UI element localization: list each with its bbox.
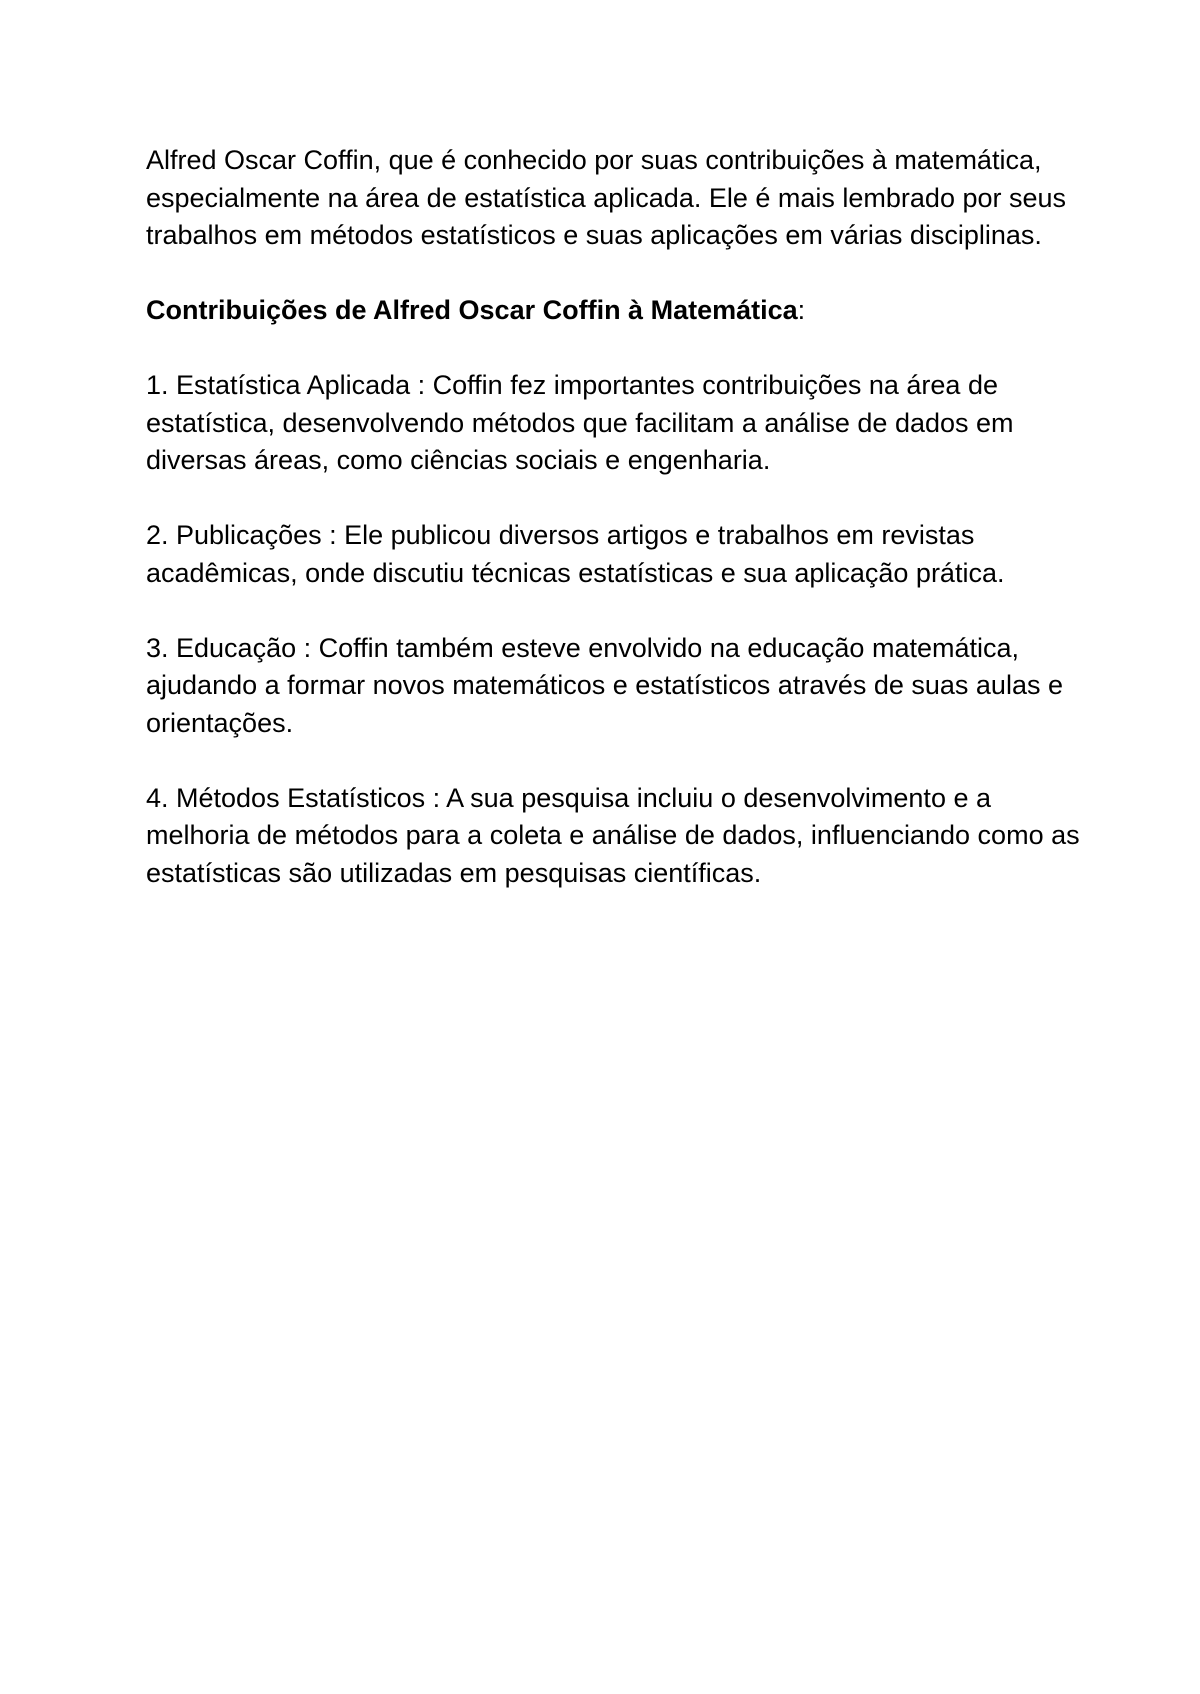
section-heading: [146, 292, 1086, 330]
list-item-3: [146, 630, 1086, 743]
list-item-text: 2. Publicações : Ele publicou diversos artigos e trabalhos em revistas acadêmicas, onde discutiu técnicas estatísticas e sua aplicação prática.: [146, 520, 1005, 588]
list-item-4: [146, 780, 1086, 893]
list-item-text: 1. Estatística Aplicada : Coffin fez importantes contribuições na área de estatística, desenvolvendo métodos que facilitam a análise de dados em diversas áreas, como ciências sociais e engenharia.: [146, 370, 1014, 475]
section-heading-bold: Contribuições de Alfred Oscar Coffin à Matemática: [146, 295, 798, 325]
intro-paragraph: Alfred Oscar Coffin, que é conhecido por suas contribuições à matemática, especialmente na área de estatística aplicada. Ele é mais lembrado por seus trabalhos em métodos estatísticos e suas aplicações em várias disciplinas.: [146, 145, 1067, 250]
document-body: [146, 142, 1086, 892]
list-item-text: 4. Métodos Estatísticos : A sua pesquisa incluiu o desenvolvimento e a melhoria de métodos para a coleta e análise de dados, influenciando como as estatísticas são utilizadas em pesquisas científicas.: [146, 782, 1080, 888]
list-item-text: 3. Educação : Coffin também esteve envolvido na educação matemática, ajudando a formar novos matemáticos e estatísticos através de suas aulas e orientações.: [146, 632, 1063, 738]
list-item-2: [146, 517, 1086, 592]
list-item-1: [146, 367, 1086, 480]
section-heading-suffix: :: [797, 295, 806, 325]
